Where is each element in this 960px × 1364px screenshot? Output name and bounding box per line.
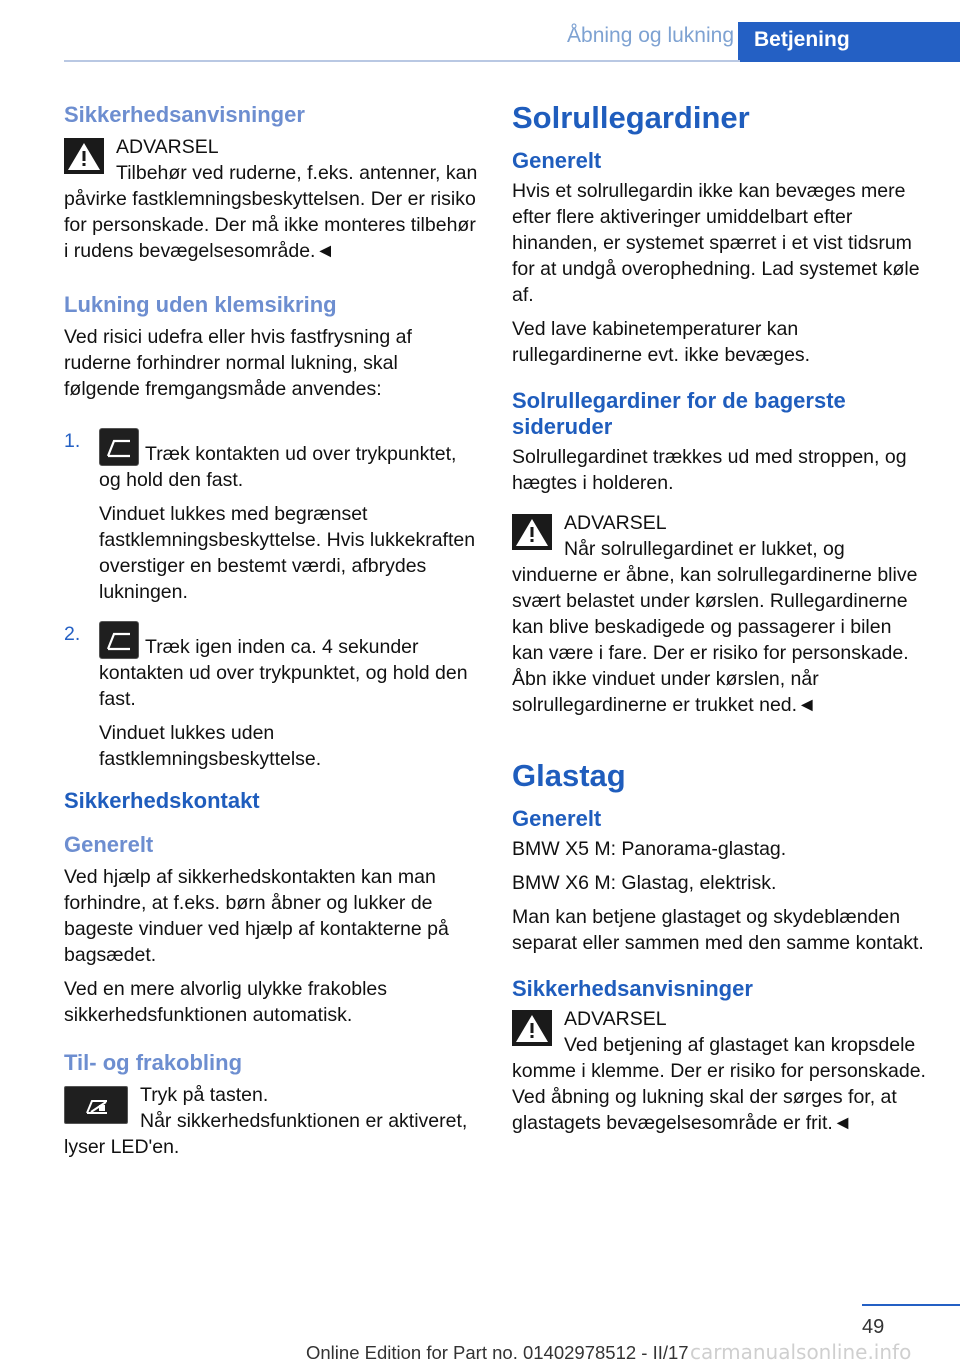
- page-number: 49: [862, 1316, 885, 1338]
- list-item: [64, 621, 478, 772]
- switch-instruction-block: [64, 1082, 478, 1168]
- step-sub-text: Vinduet lukkes med begrænset fastklemningsbeskyttelse. Hvis lukkekraften overstiger en bestemt værdi, afbrydes lukningen.: [99, 503, 476, 603]
- watermark-text: carmanualsonline.info: [690, 1340, 912, 1364]
- on-off-text-1: Tryk på tasten.: [140, 1084, 269, 1106]
- warning-block-glass-roof: [512, 1006, 926, 1144]
- sun-blinds-general-text-1: Hvis et solrullegardin ikke kan bevæges mere efter flere aktiveringer umiddelbart efter hinanden, er systemet spærret i et vist tidsrum for at undgå overophedning. Lad systemet køle af.: [512, 180, 920, 306]
- closing-without-pinch-text: Ved risici udefra eller hvis fastfrysning af ruderne forhindrer normal lukning, skal følgende fremgangsmåde anvendes:: [64, 326, 412, 400]
- warning-label: ADVARSEL: [564, 1008, 667, 1030]
- on-off-text-2: Når sikkerhedsfunktionen er aktiveret, lyser LED'en.: [64, 1110, 468, 1158]
- glass-roof-text-2: BMW X6 M: Glastag, elektrisk.: [512, 872, 777, 894]
- glass-roof-text-1: BMW X5 M: Panorama-glastag.: [512, 838, 787, 860]
- heading-rear-sun-blinds: Solrullegardiner for de bagerste sideruder: [512, 388, 846, 439]
- step-number: 1.: [64, 430, 81, 452]
- warning-label: ADVARSEL: [116, 136, 219, 158]
- heading-safety-instructions: Sikkerhedsanvisninger: [64, 102, 305, 127]
- step-number: 2.: [64, 623, 81, 645]
- left-column: [64, 100, 478, 1168]
- general-text-2: Ved en mere alvorlig ulykke frakobles sikkerhedsfunktionen automatisk.: [64, 978, 387, 1026]
- step-text: Træk kontakten ud over trykpunktet, og hold den fast.: [99, 443, 457, 491]
- child-lock-switch-icon: [64, 1086, 128, 1124]
- steps-list: [64, 428, 478, 772]
- step-sub-text: Vinduet lukkes uden fastklemningsbeskyttelse.: [99, 722, 322, 770]
- heading-sun-blinds: Solrullegardiner: [512, 100, 750, 135]
- warning-triangle-icon: [64, 138, 104, 174]
- sun-blinds-general-text-2: Ved lave kabinetemperaturer kan rullegardinerne evt. ikke bevæges.: [512, 318, 811, 366]
- list-item: [64, 428, 478, 605]
- window-switch-icon: [99, 621, 139, 659]
- header-section-title: Åbning og lukning: [567, 24, 734, 47]
- rear-sun-blinds-text: Solrullegardinet trækkes ud med stroppen, og hægtes i holderen.: [512, 446, 907, 494]
- heading-general: Generelt: [512, 148, 602, 173]
- right-column: [512, 98, 926, 1144]
- heading-safety-switch: Sikkerhedskontakt: [64, 788, 260, 813]
- warning-label: ADVARSEL: [564, 512, 667, 534]
- heading-general: Generelt: [64, 832, 154, 857]
- heading-on-off: Til- og frakobling: [64, 1050, 243, 1075]
- warning-triangle-icon: [512, 514, 552, 550]
- window-switch-icon: [99, 428, 139, 466]
- page-header: [0, 0, 960, 62]
- heading-glass-roof: Glastag: [512, 758, 626, 793]
- step-text: Træk igen inden ca. 4 sekunder kontakten ud over trykpunktet, og hold den fast.: [99, 636, 468, 710]
- glass-roof-text-3: Man kan betjene glastaget og skydeblænden separat eller sammen med den samme kontakt.: [512, 906, 924, 954]
- heading-general: Generelt: [512, 806, 602, 831]
- footer-rule: [862, 1304, 960, 1306]
- warning-text: Ved betjening af glastaget kan kropsdele komme i klemme. Der er risiko for personskade. Ved åbning og lukning skal der sørges for, at glastagets bevægelsesområde er frit.◄: [512, 1034, 926, 1134]
- header-rule: [64, 60, 740, 62]
- heading-closing-without-pinch: Lukning uden klemsikring: [64, 292, 337, 317]
- warning-text: Når solrullegardinet er lukket, og vinduerne er åbne, kan solrullegardinerne blive svært belastet under kørslen. Rullegardinerne kan blive beskadigede og passagerer i bilen kan være i fare. Der er risiko for personskade. Åbn ikke vinduet under kørslen, når solrullegardinerne er trukket ned.◄: [512, 538, 918, 716]
- general-text-1: Ved hjælp af sikkerhedskontakten kan man forhindre, at f.eks. børn åbner og lukker de bageste vinduer ved hjælp af kontakterne på bagsædet.: [64, 866, 449, 966]
- footer-edition-text: Online Edition for Part no. 01402978512 - II/17: [306, 1342, 689, 1363]
- warning-text: Tilbehør ved ruderne, f.eks. antenner, kan påvirke fastklemningsbeskyttelsen. Der er risiko for personskade. Der må ikke monteres tilbehør i rudens bevægelsesområde.◄: [64, 162, 478, 262]
- warning-triangle-icon: [512, 1010, 552, 1046]
- warning-block-sun-blinds: [512, 510, 926, 726]
- header-chapter-tab: Betjening: [738, 22, 960, 62]
- heading-safety-instructions: Sikkerhedsanvisninger: [512, 976, 753, 1001]
- warning-block-accessories: [64, 134, 478, 272]
